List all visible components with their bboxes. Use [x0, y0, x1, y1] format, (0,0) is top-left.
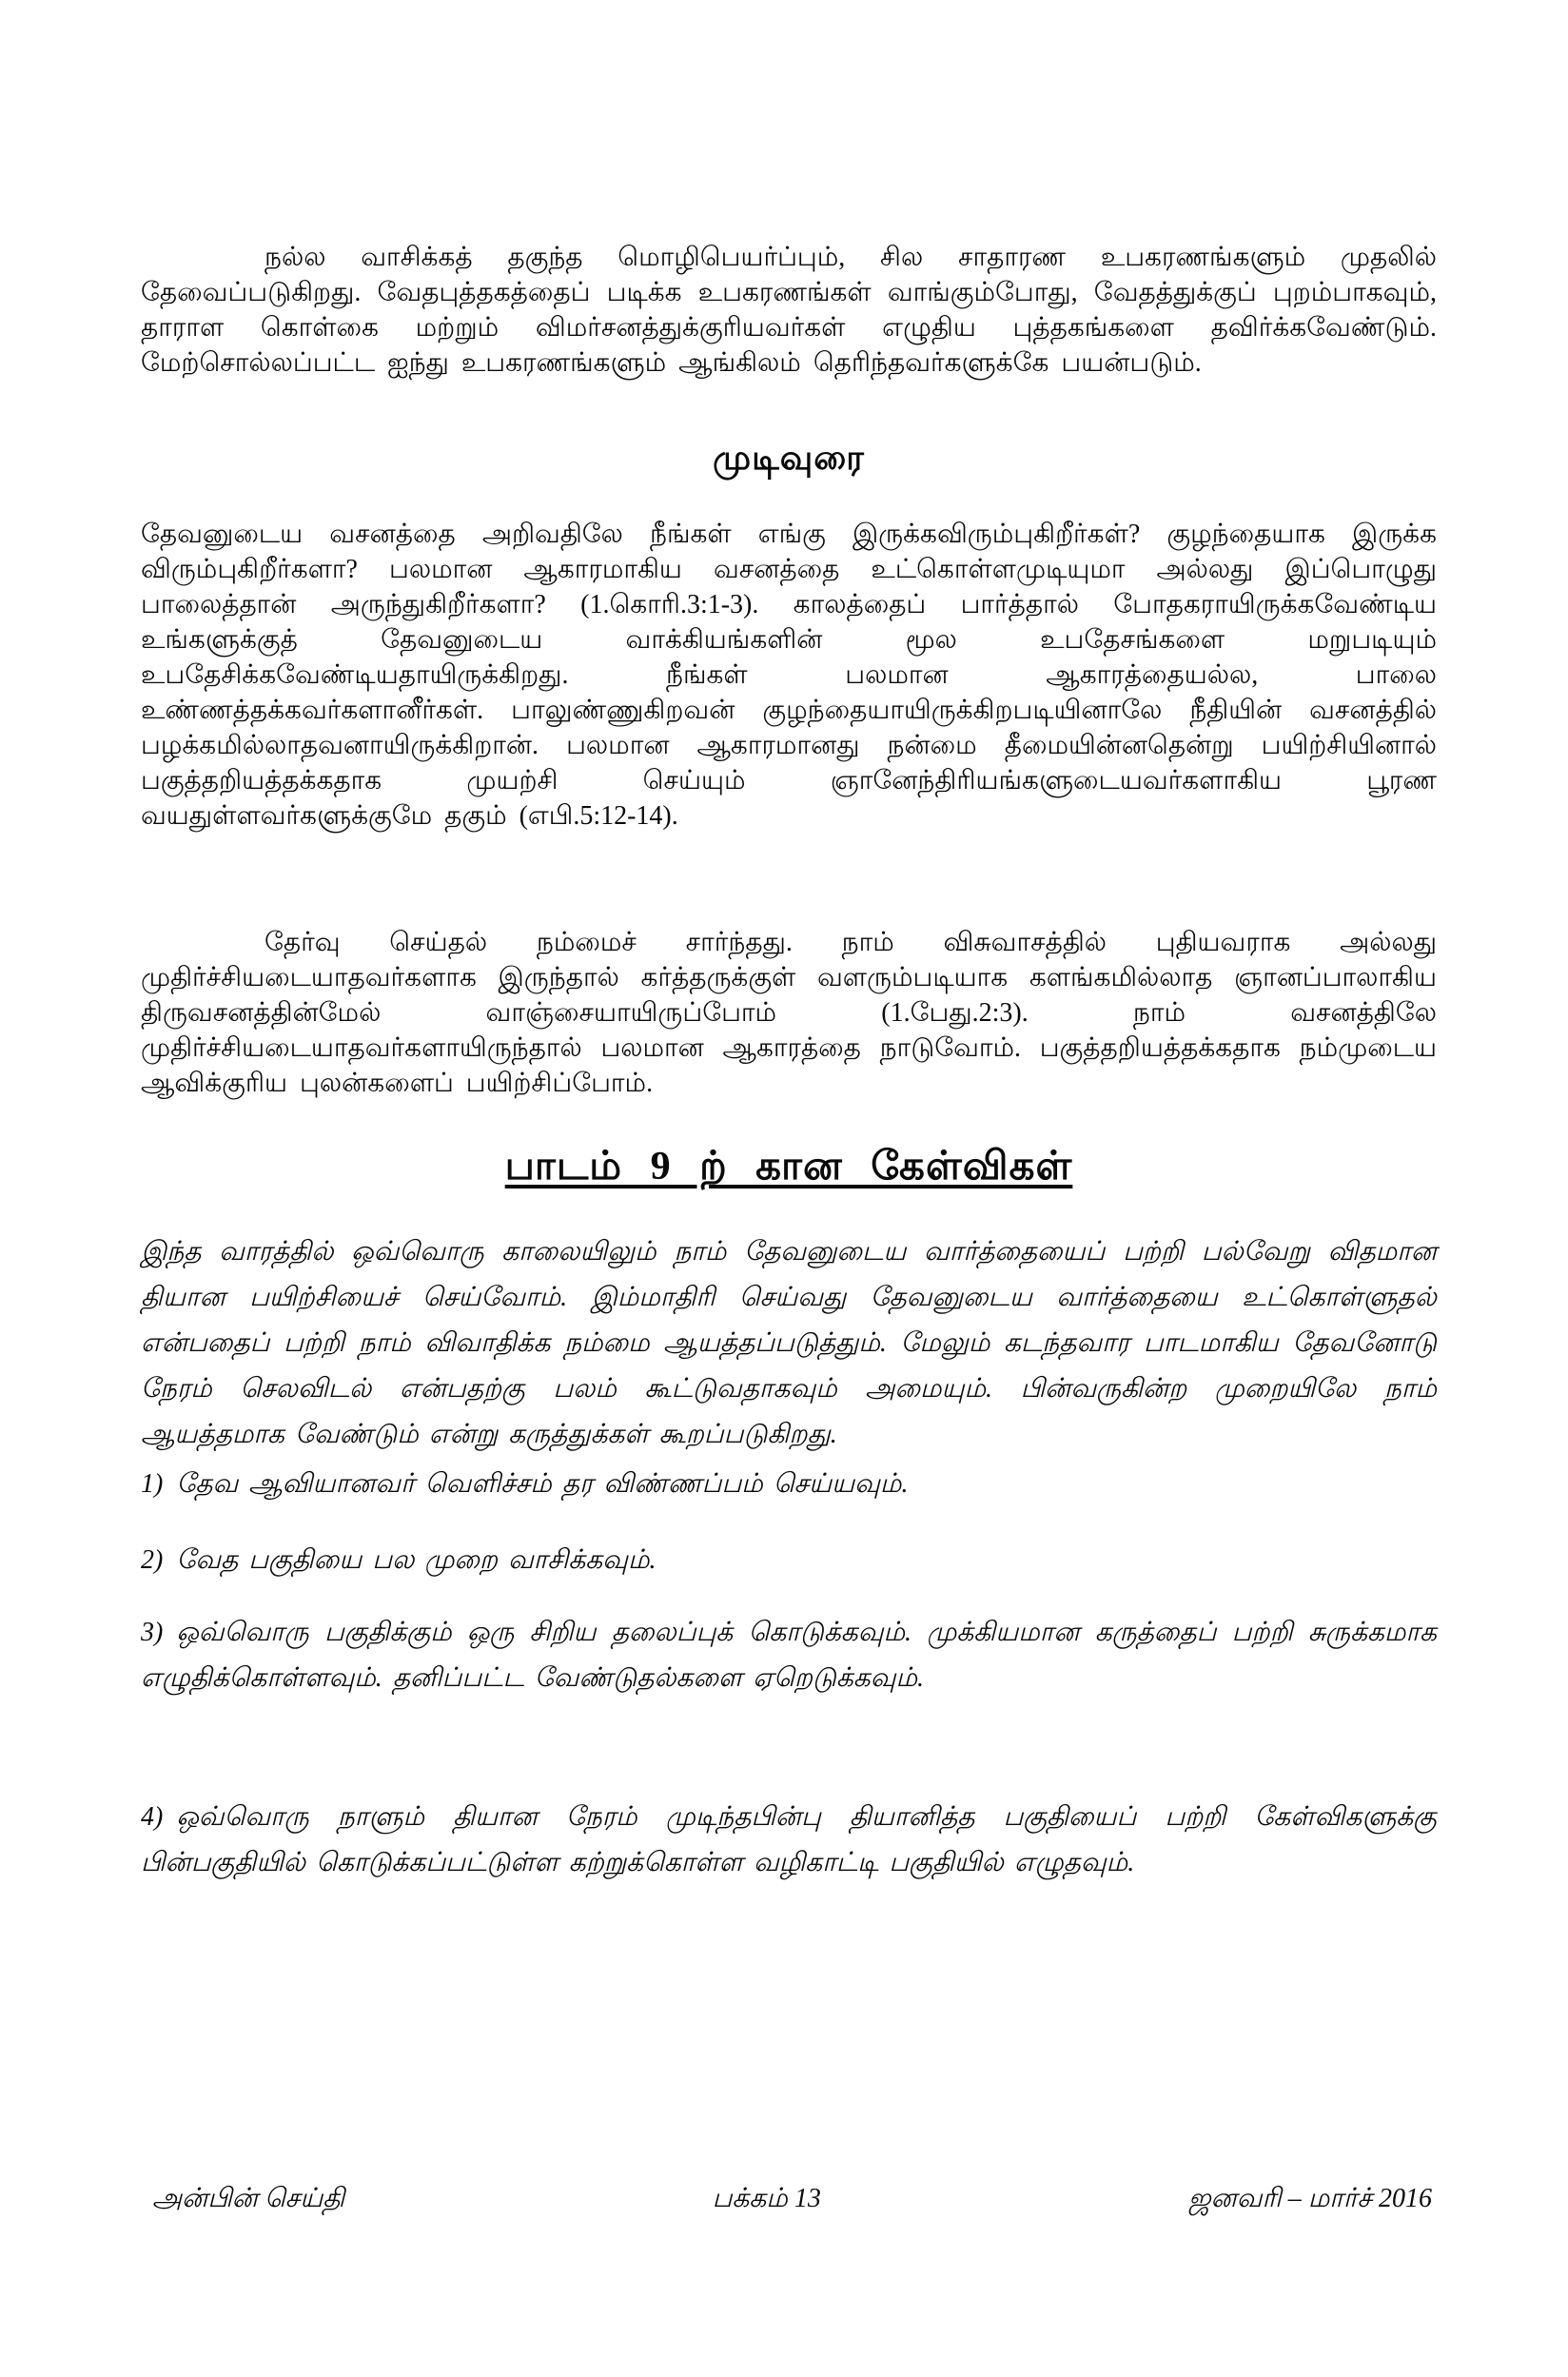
footer-date-range: ஜனவரி – மார்ச் 2016: [1188, 2184, 1432, 2213]
question-3-text: ஒவ்வொரு பகுதிக்கும் ஒரு சிறிய தலைப்புக் கொடுக்கவும். முக்கியமான கருத்தைப் பற்றி சுருக்கமாக எழுதிக்கொள்ளவும். தனிப்பட்ட வேண்டுதல்களை ஏறெடுக்கவும்.: [141, 1618, 1437, 1693]
footer-magazine-title: அன்பின் செய்தி: [152, 2184, 345, 2213]
question-1-text: தேவ ஆவியானவர் வெளிச்சம் தர விண்ணப்பம் செய்யவும்.: [176, 1469, 909, 1499]
conclusion-heading: முடிவுரை: [713, 439, 865, 477]
question-3-number: 3): [141, 1618, 164, 1647]
question-4-number: 4): [141, 1802, 164, 1832]
question-1-number: 1): [141, 1469, 164, 1499]
lesson-9-questions-heading: பாடம் 9 ற் கான கேள்விகள்: [504, 1145, 1073, 1188]
question-2-number: 2): [141, 1545, 164, 1575]
question-item-2: [141, 1538, 1437, 1583]
questions-intro-paragraph: இந்த வாரத்தில் ஒவ்வொரு காலையிலும் நாம் தேவனுடைய வார்த்தையைப் பற்றி பல்வேறு விதமான தியான பயிற்சியைச் செய்வோம். இம்மாதிரி செய்வது தேவனுடைய வார்த்தையை உட்கொள்ளுதல் என்பதைப் பற்றி நாம் விவாதிக்க நம்மை ஆயத்தப்படுத்தும். மேலும் கடந்தவார பாடமாகிய தேவனோடு நேரம் செலவிடல் என்பதற்கு பலம் கூட்டுவதாகவும் அமையும். பின்வருகின்ற முறையிலே நாம் ஆயத்தமாக வேண்டும் என்று கருத்துக்கள் கூறப்படுகிறது.: [141, 1237, 1437, 1449]
paragraph-conclusion-2: தேர்வு செய்தல் நம்மைச் சார்ந்தது. நாம் விசுவாசத்தில் புதியவராக அல்லது முதிர்ச்சியடையாதவர்களாக இருந்தால் கர்த்தருக்குள் வளரும்படியாக களங்கமில்லாத ஞானப்பாலாகிய திருவசனத்தின்மேல் வாஞ்சையாயிருப்போம் (1.பேது.2:3). நாம் வசனத்திலே முதிர்ச்சியடையாதவர்களாயிருந்தால் பலமான ஆகாரத்தை நாடுவோம். பகுத்தறியத்தக்கதாக நம்முடைய ஆவிக்குரிய புலன்களைப் பயிற்சிப்போம்.: [141, 928, 1437, 1098]
question-item-4: [141, 1795, 1437, 1886]
question-2-text: வேத பகுதியை பல முறை வாசிக்கவும்.: [176, 1545, 657, 1575]
question-4-text: ஒவ்வொரு நாளும் தியான நேரம் முடிந்தபின்பு தியானித்த பகுதியைப் பற்றி கேள்விகளுக்கு பின்பகுதியில் கொடுக்கப்பட்டுள்ள கற்றுக்கொள்ள வழிகாட்டி பகுதியில் எழுதவும்.: [141, 1802, 1437, 1877]
question-item-3: [141, 1610, 1437, 1701]
footer-page-number: பக்கம் 13: [712, 2184, 821, 2213]
paragraph-conclusion-1: தேவனுடைய வசனத்தை அறிவதிலே நீங்கள் எங்கு இருக்கவிரும்புகிறீர்கள்? குழந்தையாக இருக்க விரும்புகிறீர்களா? பலமான ஆகாரமாகிய வசனத்தை உட்கொள்ளமுடியுமா அல்லது இப்பொழுது பாலைத்தான் அருந்துகிறீர்களா? (1.கொரி.3:1-3). காலத்தைப் பார்த்தால் போதகராயிருக்கவேண்டிய உங்களுக்குத் தேவனுடைய வாக்கியங்களின் மூல உபதேசங்களை மறுபடியும் உபதேசிக்கவேண்டியதாயிருக்கிறது. நீங்கள் பலமான ஆகாரத்தையல்ல, பாலை உண்ணத்தக்கவர்களானீர்கள். பாலுண்ணுகிறவன் குழந்தையாயிருக்கிறபடியினாலே நீதியின் வசனத்தில் பழக்கமில்லாதவனாயிருக்கிறான். பலமான ஆகாரமானது நன்மை தீமையின்னதென்று பயிற்சியினால் பகுத்தறியத்தக்கதாக முயற்சி செய்யும் ஞானேந்திரியங்களுடையவர்களாகிய பூரண வயதுள்ளவர்களுக்குமே தகும் (எபி.5:12-14).: [141, 520, 1437, 831]
page-footer: [152, 2184, 1432, 2217]
paragraph-reading-tools: நல்ல வாசிக்கத் தகுந்த மொழிபெயர்ப்பும், சில சாதாரண உபகரணங்களும் முதலில் தேவைப்படுகிறது. வேதபுத்தகத்தைப் படிக்க உபகரணங்கள் வாங்கும்போது, வேதத்துக்குப் புறம்பாகவும், தாராள கொள்கை மற்றும் விமர்சனத்துக்குரியவர்கள் எழுதிய புத்தகங்களை தவிர்க்கவேண்டும். மேற்சொல்லப்பட்ட ஐந்து உபகரணங்களும் ஆங்கிலம் தெரிந்தவர்களுக்கே பயன்படும்.: [141, 243, 1437, 378]
question-item-1: [141, 1462, 1437, 1507]
